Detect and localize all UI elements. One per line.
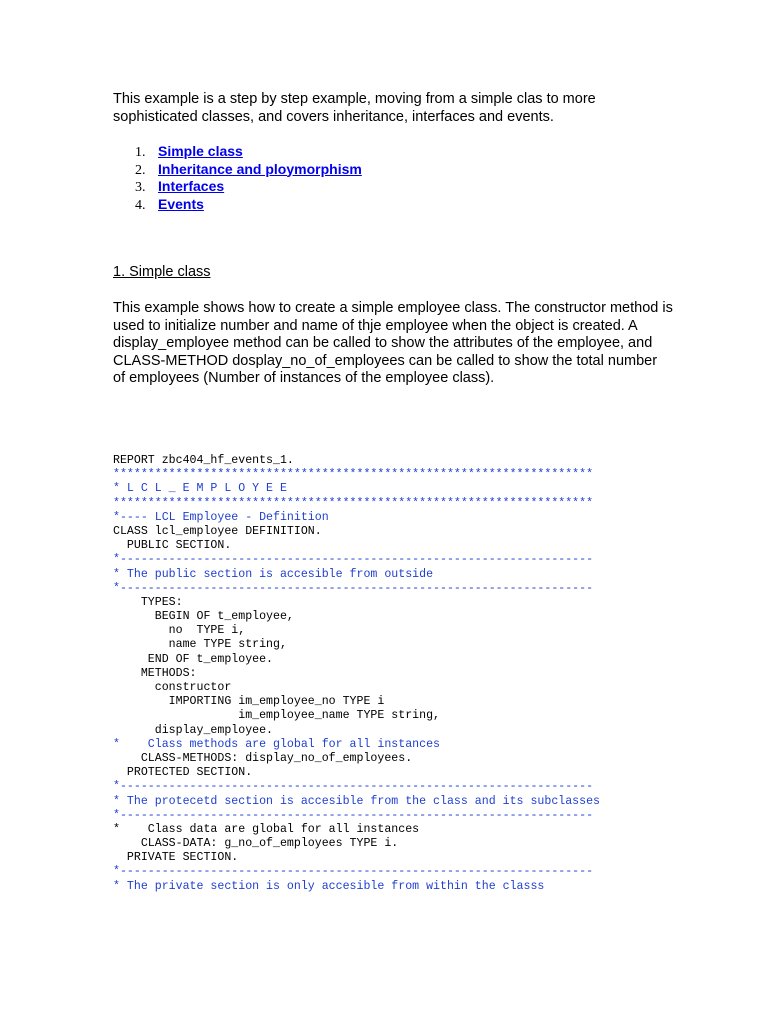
intro-paragraph: This example is a step by step example, moving from a simple clas to more sophisticated classes, and covers inheritance, interfaces and events.	[113, 91, 596, 125]
code-line: CLASS-DATA: g_no_of_employees TYPE i.	[113, 837, 399, 851]
code-line: constructor	[113, 681, 232, 694]
code-line: END OF t_employee.	[113, 652, 274, 666]
code-line: no TYPE i,	[113, 624, 246, 638]
toc-number: 3.	[135, 180, 146, 195]
code-line: *---- LCL Employee - Definition	[113, 510, 329, 524]
code-line: im_employee_name TYPE string,	[113, 709, 440, 723]
code-line: *********************************************************************	[113, 468, 594, 482]
code-line: * The public section is accesible from outside	[113, 567, 434, 581]
code-line: * The protecetd section is accesible from the class and its subclasses	[113, 794, 601, 808]
code-line: TYPES:	[113, 595, 183, 609]
code-line: *--------------------------------------------------------------------	[113, 581, 594, 595]
toc-link-interfaces[interactable]: Interfaces	[158, 178, 225, 194]
toc-item	[113, 196, 362, 214]
code-line: BEGIN OF t_employee,	[113, 610, 294, 624]
code-line: * The private section is only accesible from within the classs	[113, 879, 545, 893]
toc-link-events[interactable]: Events	[158, 195, 204, 212]
table-of-contents	[113, 143, 362, 213]
code-line: METHODS:	[113, 666, 197, 680]
code-line: display_employee.	[113, 723, 274, 737]
section-heading: 1. Simple class	[113, 264, 211, 280]
code-line: * Class methods are global for all instances	[113, 737, 440, 751]
section-paragraph: This example shows how to create a simple employee class. The constructor method is used to initialize number and name of thje employee when the object is created. A display_employee method can be called to show the attributes of the employee, and CLASS-METHOD dosplay_no_of_employees can be called to show the total number of employees (Number of instances of the employee class).	[113, 300, 673, 386]
toc-number: 1.	[135, 145, 146, 160]
code-line: PRIVATE SECTION.	[113, 851, 239, 865]
code-line: *--------------------------------------------------------------------	[113, 865, 594, 879]
code-line: *--------------------------------------------------------------------	[113, 553, 594, 567]
code-block	[113, 454, 600, 894]
code-line: * L C L _ E M P L O Y E E	[113, 482, 287, 496]
code-line: CLASS-METHODS: display_no_of_employees.	[113, 751, 413, 765]
code-line: *--------------------------------------------------------------------	[113, 808, 594, 822]
toc-link-simple-class[interactable]: Simple class	[158, 143, 243, 159]
code-line: PUBLIC SECTION.	[113, 539, 232, 553]
code-line: CLASS lcl_employee DEFINITION.	[113, 524, 322, 538]
code-line: IMPORTING im_employee_no TYPE i	[113, 695, 385, 709]
toc-item	[113, 178, 362, 196]
code-line: *--------------------------------------------------------------------	[113, 780, 594, 794]
code-line: * Class data are global for all instances	[113, 822, 420, 836]
toc-link-inheritance[interactable]: Inheritance and ploymorphism	[158, 160, 362, 177]
toc-number: 2.	[135, 162, 146, 178]
code-line: PROTECTED SECTION.	[113, 766, 253, 780]
code-line: REPORT zbc404_hf_events_1.	[113, 454, 294, 467]
code-line: name TYPE string,	[113, 638, 287, 652]
toc-item	[113, 161, 362, 179]
toc-number: 4.	[135, 197, 146, 213]
toc-item	[113, 143, 362, 161]
code-line: *********************************************************************	[113, 496, 594, 510]
